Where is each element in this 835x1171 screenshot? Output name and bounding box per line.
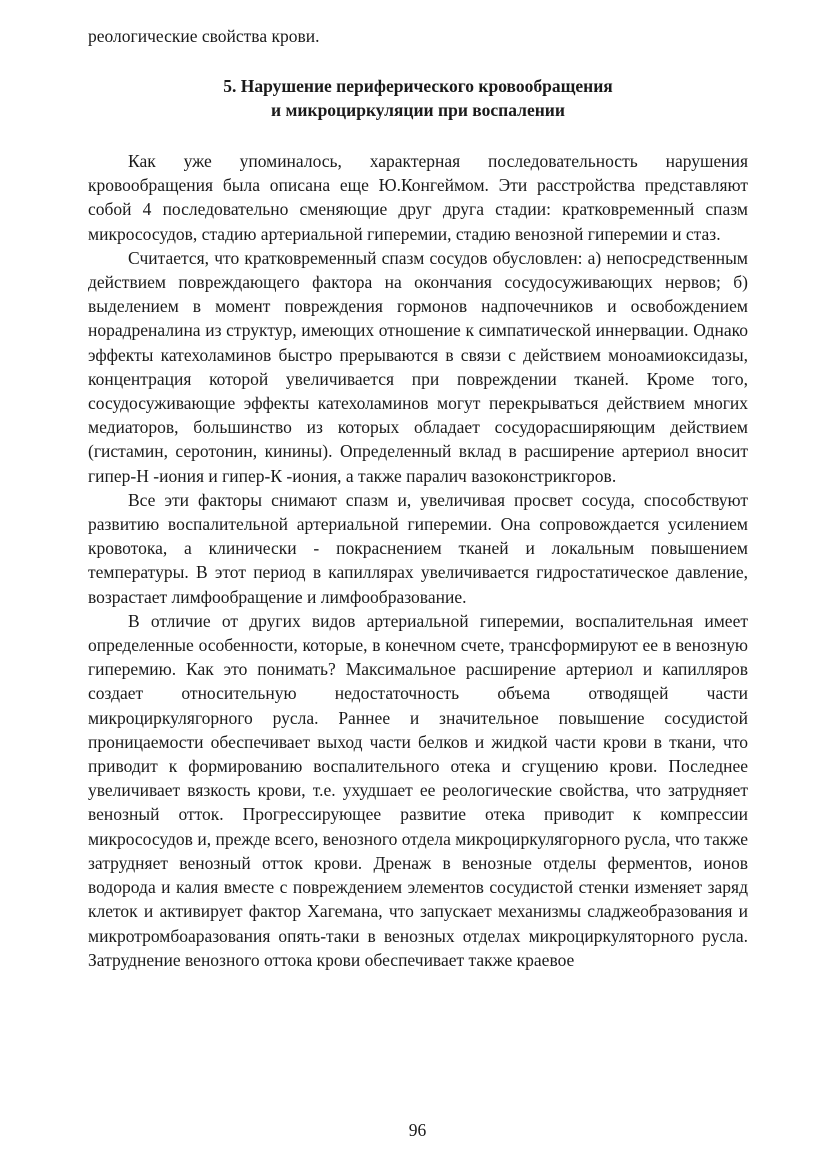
section-title-line-2: и микроциркуляции при воспалении xyxy=(271,100,565,120)
section-title xyxy=(88,74,748,122)
page-content xyxy=(88,24,748,972)
section-title-line-1: 5. Нарушение периферического кровообращения xyxy=(223,76,613,96)
carry-over-line: реологические свойства крови. xyxy=(88,26,320,46)
paragraph-3: Все эти факторы снимают спазм и, увеличивая просвет сосуда, способствуют развитию воспалительной артериальной гиперемии. Она сопровождается усилением кровотока, а клинически - покраснением тканей и локальным повышением температуры. В этот период в капиллярах увеличивается гидростатическое давление, возрастает лимфообращение и лимфообразование. xyxy=(88,489,748,607)
paragraph-4: В отличие от других видов артериальной гиперемии, воспалительная имеет определенные особенности, которые, в конечном счете, трансформируют ее в венозную гиперемию. Как это понимать? Максимальное расширение артериол и капилляров создает относительную недостаточность объема отводящей части микроциркулягорного русла. Раннее и значительное повышение сосудистой проницаемости обеспечивает выход части белков и жидкой части крови в ткани, что приводит к формированию воспалительного отека и сгущению крови. Последнее увеличивает вязкость крови, т.е. ухудшает ее реологические свойства, что затрудняет венозный отток. Прогрессирующее развитие отека приводит к компрессии микрососудов и, прежде всего, венозного отдела микроциркулягорного русла, что также затрудняет венозный отток крови. Дренаж в венозные отделы ферментов, ионов водорода и калия вместе с повреждением элементов сосудистой стенки изменяет заряд клеток и активирует фактор Хагемана, что запускает механизмы сладжеобразования и микротромбоаразования опять-таки в венозных отделах микроциркуляторного русла. Затруднение венозного оттока крови обеспечивает также краевое xyxy=(88,610,748,970)
paragraph-2: Считается, что кратковременный спазм сосудов обусловлен: а) непосредственным действием повреждающего фактора на окончания сосудосуживающих нервов; б) выделением в момент повреждения гормонов надпочечников и освобождением норадреналина из структур, имеющих отношение к симпатической иннервации. Однако эффекты катехоламинов быстро прерываются в связи с действием моноамиоксидазы, концентрация которой увеличивается при повреждении тканей. Кроме того, сосудосуживающие эффекты катехоламинов могут перекрываться действием многих медиаторов, большинство из которых обладает сосудорасширяющим действием (гистамин, серотонин, кинины). Определенный вклад в расширение артериол вносит гипер-Н -иония и гипер-К -иония, а также паралич вазоконстрикгоров. xyxy=(88,247,748,486)
paragraph-1: Как уже упоминалось, характерная последовательность нарушения кровообращения была описана еще Ю.Конгеймом. Эти расстройства представляют собой 4 последовательно сменяющие друг друга стадии: кратковременный спазм микрососудов, стадию артериальной гиперемии, стадию венозной гиперемии и стаз. xyxy=(88,151,748,244)
body-text xyxy=(88,149,748,972)
page-number: 96 xyxy=(408,1120,427,1140)
